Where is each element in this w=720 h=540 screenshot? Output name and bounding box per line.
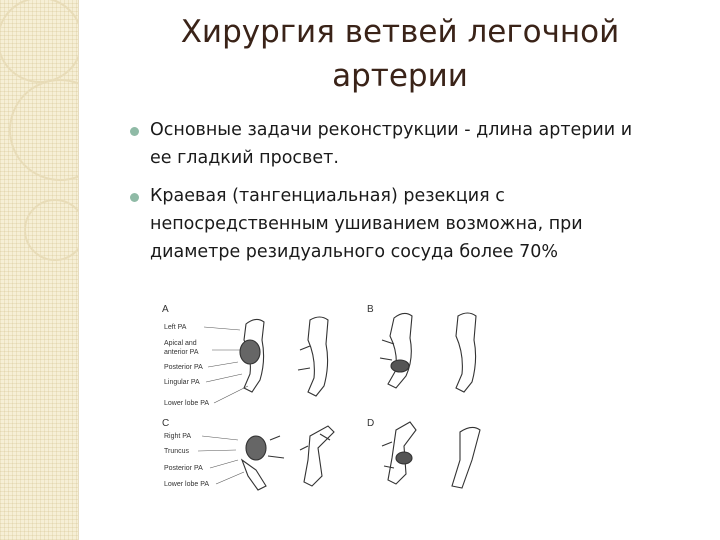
bullet-list bbox=[128, 116, 688, 276]
decorative-circles bbox=[0, 0, 78, 300]
panel-label-d: D bbox=[367, 418, 375, 429]
bullet-item bbox=[128, 182, 688, 266]
slide-title-line1: Хирургия ветвей легочной bbox=[180, 14, 620, 50]
bullet-dot-icon bbox=[130, 193, 139, 202]
surgical-diagram bbox=[160, 300, 520, 500]
bullet-line: Основные задачи реконструкции - длина артерии и bbox=[150, 120, 633, 140]
bullet-line: непосредственным ушиванием возможна, при bbox=[150, 214, 583, 234]
vessel-drawing-c bbox=[242, 426, 334, 490]
bullet-line: Краевая (тангенциальная) резекция с bbox=[150, 186, 505, 206]
label-right-pa: Right PA bbox=[164, 433, 192, 440]
label-apical: Apical and bbox=[164, 340, 197, 347]
decorative-side-band bbox=[0, 0, 79, 540]
panel-label-c: C bbox=[162, 418, 170, 429]
label-lingular-pa: Lingular PA bbox=[164, 379, 200, 386]
label-posterior-pa: Posterior PA bbox=[164, 364, 203, 371]
panel-label-b: B bbox=[367, 304, 374, 315]
label-lower-lobe-pa: Lower lobe PA bbox=[164, 400, 210, 407]
bullet-line: диаметре резидуального сосуда более 70% bbox=[150, 242, 559, 262]
label-anterior-pa: anterior PA bbox=[164, 349, 199, 356]
label-left-pa: Left PA bbox=[164, 324, 187, 331]
slide-title-line2: артерии bbox=[332, 58, 468, 94]
bullet-dot-icon bbox=[130, 127, 139, 136]
panel-label-a: A bbox=[162, 304, 169, 315]
bullet-item bbox=[128, 116, 688, 172]
label-truncus: Truncus bbox=[164, 448, 190, 455]
slide-title bbox=[130, 10, 670, 98]
bullet-line: ее гладкий просвет. bbox=[150, 148, 339, 168]
label-posterior-pa-c: Posterior PA bbox=[164, 465, 203, 472]
vessel-drawing-d bbox=[382, 422, 480, 488]
vessel-drawing-a bbox=[240, 317, 328, 396]
vessel-drawing-b bbox=[380, 313, 476, 392]
label-lower-lobe-pa-c: Lower lobe PA bbox=[164, 481, 210, 488]
